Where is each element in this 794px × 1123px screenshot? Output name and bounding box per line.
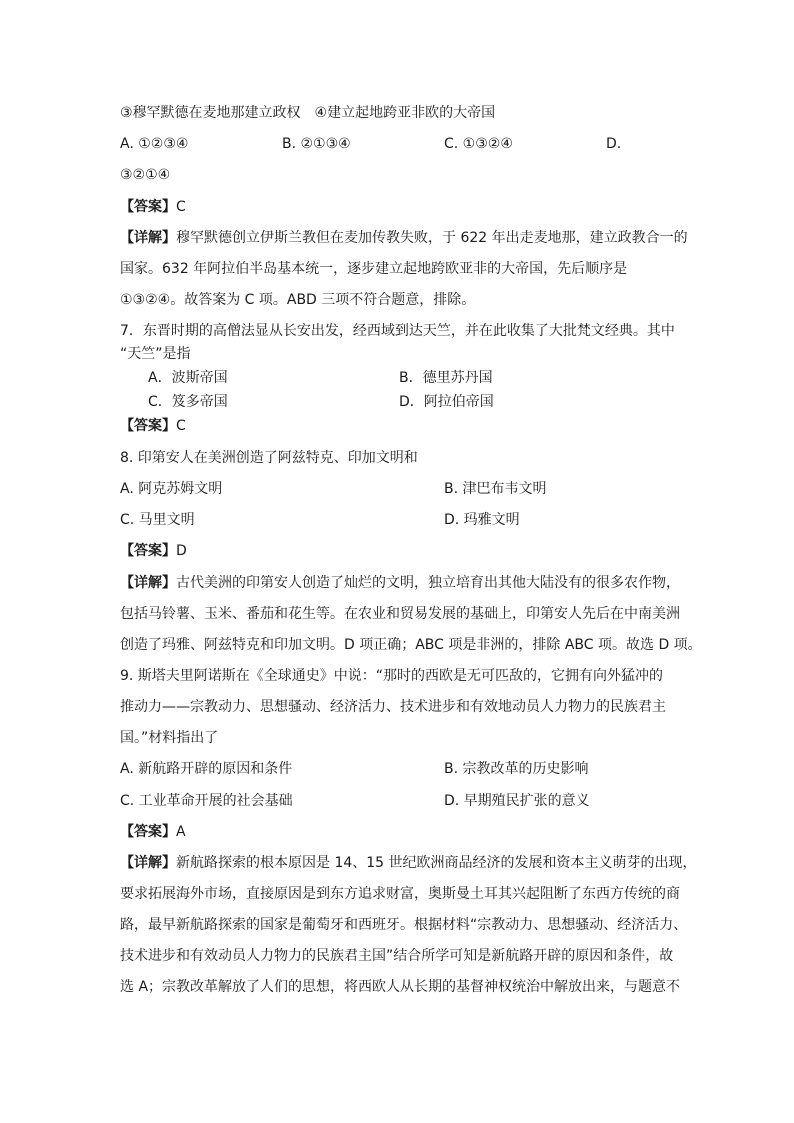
answer-label: 答案 — [134, 418, 162, 434]
q8-answer-value: D — [176, 543, 187, 559]
q9-answer-line: 【答案】A — [120, 824, 186, 840]
q7-stem-line-2: “天竺”是指 — [120, 346, 191, 362]
detail-label: 详解 — [134, 855, 162, 871]
q7-answer-line: 【答案】C — [120, 418, 186, 434]
q8-stem: 8. 印第安人在美洲创造了阿兹特克、印加文明和 — [120, 450, 418, 466]
q8-choice-a: A. 阿克苏姆文明 — [120, 481, 223, 497]
q6-options-line: ③穆罕默德在麦地那建立政权 ④建立起地跨亚非欧的大帝国 — [120, 105, 496, 121]
q8-choice-b: B. 津巴布韦文明 — [444, 481, 547, 497]
q6-detail-text-1: 穆罕默德创立伊斯兰教但在麦加传教失败，于 622 年出走麦地那，建立政教合一的 — [176, 230, 688, 246]
q6-choice-d-cont: ③②①④ — [120, 167, 171, 183]
q7-choice-b: B．德里苏丹国 — [399, 370, 493, 386]
q8-detail-text-1: 古代美洲的印第安人创造了灿烂的文明，独立培育出其他大陆没有的很多农作物， — [176, 575, 680, 591]
q6-choice-a: A. ①②③④ — [120, 136, 189, 152]
q6-detail-line-2: 国家。632 年阿拉伯半岛基本统一，逐步建立起地跨欧亚非的大帝国，先后顺序是 — [120, 261, 628, 277]
q7-choice-a: A．波斯帝国 — [148, 370, 228, 386]
q9-detail-text-1: 新航路探索的根本原因是 14、15 世纪欧洲商品经济的发展和资本主义萌芽的出现， — [176, 855, 697, 871]
q9-choice-c: C. 工业革命开展的社会基础 — [120, 793, 293, 809]
q9-answer-value: A — [176, 824, 186, 840]
answer-label: 答案 — [134, 824, 162, 840]
q8-detail-line-3: 创造了玛雅、阿兹特克和印加文明。D 项正确；ABC 项是非洲的，排除 ABC 项。故选 D 项。 — [120, 637, 702, 653]
detail-label: 详解 — [134, 575, 162, 591]
q7-choice-d: D．阿拉伯帝国 — [399, 394, 494, 410]
q6-choice-b: B. ②①③④ — [282, 136, 351, 152]
answer-label: 答案 — [134, 199, 162, 215]
q8-detail-line-1: 【详解】古代美洲的印第安人创造了灿烂的文明，独立培育出其他大陆没有的很多农作物， — [120, 575, 680, 591]
q9-detail-line-4: 技术进步和有效动员人力物力的民族君主国”结合所学可知是新航路开辟的原因和条件，故 — [120, 948, 674, 964]
q9-detail-line-1: 【详解】新航路探索的根本原因是 14、15 世纪欧洲商品经济的发展和资本主义萌芽的出现， — [120, 855, 697, 871]
q6-detail-line-1: 【详解】穆罕默德创立伊斯兰教但在麦加传教失败，于 622 年出走麦地那，建立政教合一的 — [120, 230, 688, 246]
q7-stem-line-1: 7．东晋时期的高僧法显从长安出发，经西域到达天竺，并在此收集了大批梵文经典。其中 — [120, 323, 675, 339]
detail-label: 详解 — [134, 230, 162, 246]
q6-choice-c: C. ①③②④ — [444, 136, 513, 152]
q9-detail-line-3: 路，最早新航路探索的国家是葡萄牙和西班牙。根据材料“宗教动力、思想骚动、经济活力、 — [120, 917, 688, 933]
q6-detail-line-3: ①③②④。故答案为 C 项。ABD 三项不符合题意，排除。 — [120, 292, 476, 308]
q9-detail-line-5: 选 A；宗教改革解放了人们的思想，将西欧人从长期的基督神权统治中解放出来，与题意不 — [120, 979, 681, 995]
q9-stem-line-2: 推动力——宗教动力、思想骚动、经济活力、技术进步和有效地动员人力物力的民族君主 — [120, 699, 666, 715]
answer-label: 答案 — [134, 543, 162, 559]
q8-choice-d: D. 玛雅文明 — [444, 512, 520, 528]
q9-stem-line-1: 9. 斯塔夫里阿诺斯在《全球通史》中说：“那时的西欧是无可匹敌的，它拥有向外猛冲的 — [120, 668, 664, 684]
q9-detail-line-2: 要求拓展海外市场，直接原因是到东方追求财富，奥斯曼土耳其兴起阻断了东西方传统的商 — [120, 886, 680, 902]
q8-answer-line: 【答案】D — [120, 543, 187, 559]
q6-choice-d: D. — [606, 136, 622, 152]
q8-choice-c: C. 马里文明 — [120, 512, 195, 528]
q6-answer-value: C — [176, 199, 186, 215]
q9-choice-b: B. 宗教改革的历史影响 — [444, 761, 589, 777]
q7-answer-value: C — [176, 418, 186, 434]
q6-answer-line: 【答案】C — [120, 199, 186, 215]
q7-choice-c: C．笈多帝国 — [148, 394, 228, 410]
q9-choice-d: D. 早期殖民扩张的意义 — [444, 793, 590, 809]
q9-choice-a: A. 新航路开辟的原因和条件 — [120, 761, 293, 777]
q9-stem-line-3: 国。”材料指出了 — [120, 730, 219, 746]
q8-detail-line-2: 包括马铃薯、玉米、番茄和花生等。在农业和贸易发展的基础上，印第安人先后在中南美洲 — [120, 606, 680, 622]
